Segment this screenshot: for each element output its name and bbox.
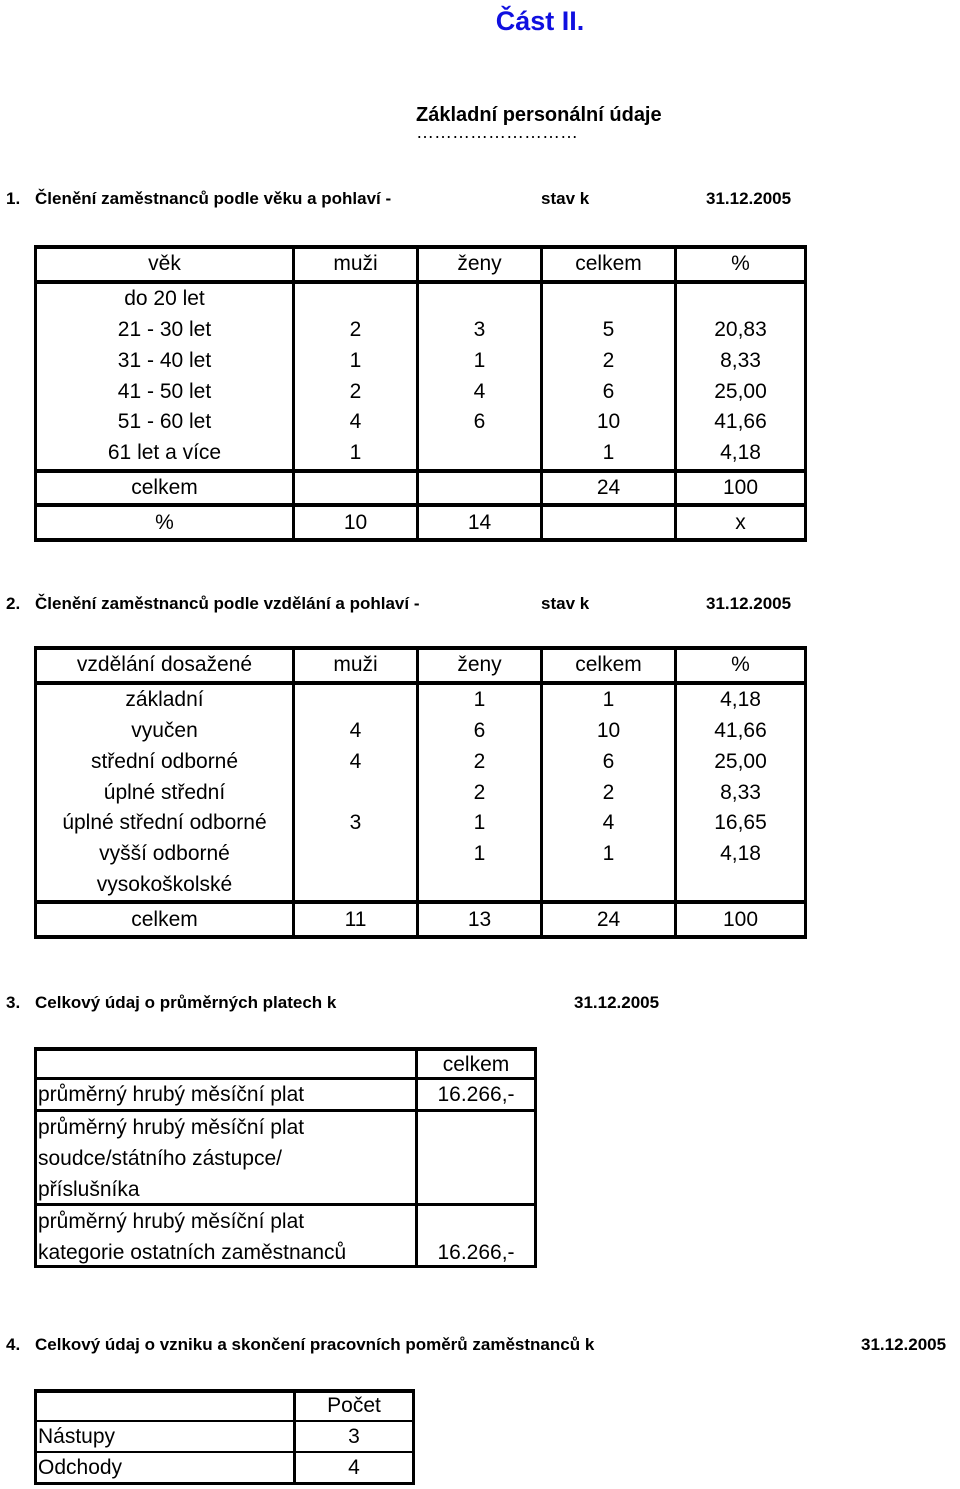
section2-stav-label: stav k xyxy=(541,594,590,613)
education-table-row-col2: 2 xyxy=(418,777,542,808)
education-table-row xyxy=(36,777,806,808)
age-table-row-col1: 4 xyxy=(294,407,418,438)
education-table-row-col4 xyxy=(676,870,806,903)
employment-header-pocet: Počet xyxy=(327,1394,381,1417)
education-table-row-col3: 4 xyxy=(542,808,676,839)
employment-row-nastupy-value: 3 xyxy=(348,1425,360,1448)
age-table-row xyxy=(36,407,806,438)
salary-row2-label-line3: příslušníka xyxy=(38,1178,140,1201)
age-table-header-col0: věk xyxy=(36,247,294,282)
education-table-row-col3: 10 xyxy=(542,716,676,747)
education-table-row-col2 xyxy=(418,870,542,903)
education-table-row-col1 xyxy=(294,777,418,808)
salary-row3-label xyxy=(38,1206,346,1268)
education-table-row-col4: 4,18 xyxy=(676,839,806,870)
age-table-row-col3 xyxy=(542,282,676,315)
education-table-row-col1 xyxy=(294,683,418,716)
age-table-header-col3: celkem xyxy=(542,247,676,282)
age-table-row-col3 xyxy=(542,505,676,540)
education-table-header-col4: % xyxy=(676,648,806,683)
education-table-row-col0: úplné střední xyxy=(36,777,294,808)
age-table-row-col4: 8,33 xyxy=(676,345,806,376)
age-table-row-col2: 3 xyxy=(418,315,542,346)
age-table-row-col1: 1 xyxy=(294,438,418,471)
section4-number: 4. xyxy=(6,1335,21,1354)
age-table-row-col2: 1 xyxy=(418,345,542,376)
age-table-row-col3: 10 xyxy=(542,407,676,438)
education-table-header xyxy=(36,648,806,683)
education-table-row-col4: 4,18 xyxy=(676,683,806,716)
salary-table xyxy=(34,1047,537,1268)
education-table-row-col0: střední odborné xyxy=(36,746,294,777)
age-table-row-col0: 31 - 40 let xyxy=(36,345,294,376)
education-table-row-col0: vyšší odborné xyxy=(36,839,294,870)
salary-row3-label-line2: kategorie ostatních zaměstnanců xyxy=(38,1241,347,1264)
salary-row1-label: průměrný hrubý měsíční plat xyxy=(38,1083,305,1106)
education-table-row xyxy=(36,870,806,903)
section4-date: 31.12.2005 xyxy=(861,1335,947,1354)
education-table-total-col0: celkem xyxy=(36,902,294,937)
age-gender-table xyxy=(34,245,807,542)
age-table-row-col3: 6 xyxy=(542,376,676,407)
age-table-row-col0: do 20 let xyxy=(36,282,294,315)
age-table-row xyxy=(36,505,806,540)
age-table-row-col4: 100 xyxy=(676,471,806,506)
age-table-header-col4: % xyxy=(676,247,806,282)
age-table-row-col2 xyxy=(418,282,542,315)
education-table-row-col2: 1 xyxy=(418,683,542,716)
education-table-row xyxy=(36,683,806,716)
education-table-row-col4: 16,65 xyxy=(676,808,806,839)
age-table-row-col4: x xyxy=(676,505,806,540)
age-table-row xyxy=(36,315,806,346)
education-table-row xyxy=(36,839,806,870)
education-table-row-col3: 6 xyxy=(542,746,676,777)
age-table-header xyxy=(36,247,806,282)
education-table-row-col3 xyxy=(542,870,676,903)
age-table-row xyxy=(36,376,806,407)
section3-title: Celkový údaj o průměrných platech k xyxy=(35,993,337,1012)
education-table-header-col2: ženy xyxy=(418,648,542,683)
education-table-row xyxy=(36,746,806,777)
employment-row-odchody-label: Odchody xyxy=(38,1456,123,1479)
salary-row2-label xyxy=(38,1112,304,1205)
education-table-row-col2: 1 xyxy=(418,839,542,870)
age-table-row-col2: 14 xyxy=(418,505,542,540)
section3-date: 31.12.2005 xyxy=(574,993,660,1012)
education-table-row-col4: 8,33 xyxy=(676,777,806,808)
age-table-row-col0: 61 let a více xyxy=(36,438,294,471)
education-table-row-col0: vyučen xyxy=(36,716,294,747)
education-table-row-col0: úplné střední odborné xyxy=(36,808,294,839)
education-table-row-col2: 1 xyxy=(418,808,542,839)
education-table-header-col1: muži xyxy=(294,648,418,683)
education-table-row-col0: základní xyxy=(36,683,294,716)
age-table-row-col4 xyxy=(676,282,806,315)
salary-row2-label-line1: průměrný hrubý měsíční plat xyxy=(38,1116,305,1139)
section2-title: Členění zaměstnanců podle vzdělání a pohlaví - xyxy=(35,594,420,613)
salary-header-celkem: celkem xyxy=(442,1053,510,1076)
age-table-row-col2 xyxy=(418,438,542,471)
age-table-row xyxy=(36,438,806,471)
age-table-row-col1 xyxy=(294,471,418,506)
education-table-row-col3: 2 xyxy=(542,777,676,808)
age-table-row-col3: 1 xyxy=(542,438,676,471)
education-gender-table xyxy=(34,646,807,939)
section1-title: Členění zaměstnanců podle věku a pohlaví - xyxy=(35,189,392,208)
part-title: Část II. xyxy=(495,6,585,36)
employment-row-odchody-value: 4 xyxy=(348,1456,360,1479)
age-table-row-col3: 2 xyxy=(542,345,676,376)
age-table-row-col1: 2 xyxy=(294,376,418,407)
section1-number: 1. xyxy=(6,189,21,208)
age-table-row-col0: 51 - 60 let xyxy=(36,407,294,438)
section2-number: 2. xyxy=(6,594,21,613)
education-table-row-col1: 4 xyxy=(294,716,418,747)
age-table-row-col1: 2 xyxy=(294,315,418,346)
age-table-row-col1: 10 xyxy=(294,505,418,540)
age-table-row-col3: 24 xyxy=(542,471,676,506)
age-table-row-col2 xyxy=(418,471,542,506)
education-table-row-col3: 1 xyxy=(542,839,676,870)
education-table-row-col1 xyxy=(294,839,418,870)
age-table-row-col4: 20,83 xyxy=(676,315,806,346)
education-table-row-col2: 2 xyxy=(418,746,542,777)
page-subtitle: Základní personální údaje xyxy=(416,104,662,126)
education-table-total-col1: 11 xyxy=(294,902,418,937)
salary-row1-value: 16.266,- xyxy=(437,1083,515,1106)
age-table-row-col0: 21 - 30 let xyxy=(36,315,294,346)
education-table-row-col1: 3 xyxy=(294,808,418,839)
salary-row2-label-line2: soudce/státního zástupce/ xyxy=(38,1147,282,1170)
education-table-header-col3: celkem xyxy=(542,648,676,683)
section3-number: 3. xyxy=(6,993,21,1012)
section3-heading xyxy=(0,993,960,1015)
age-table-header-col1: muži xyxy=(294,247,418,282)
education-table-header-col0: vzdělání dosažené xyxy=(36,648,294,683)
education-table-total xyxy=(36,902,806,937)
age-table-header-col2: ženy xyxy=(418,247,542,282)
education-table-total-col3: 24 xyxy=(542,902,676,937)
employment-table xyxy=(34,1389,415,1485)
salary-row3-value: 16.266,- xyxy=(437,1241,515,1264)
age-table-row-col4: 41,66 xyxy=(676,407,806,438)
education-table-row xyxy=(36,716,806,747)
education-table-row-col1 xyxy=(294,870,418,903)
education-table-row-col4: 41,66 xyxy=(676,716,806,747)
education-table-row-col0: vysokoškolské xyxy=(36,870,294,903)
age-table-row xyxy=(36,471,806,506)
age-table-row-col4: 25,00 xyxy=(676,376,806,407)
age-table-row xyxy=(36,282,806,315)
section1-stav-label: stav k xyxy=(541,189,590,208)
age-table-row-col0: 41 - 50 let xyxy=(36,376,294,407)
age-table-row-col2: 6 xyxy=(418,407,542,438)
section2-heading xyxy=(0,594,960,616)
education-table-row-col3: 1 xyxy=(542,683,676,716)
age-table-row-col0: celkem xyxy=(36,471,294,506)
age-table-row-col0: % xyxy=(36,505,294,540)
education-table-row-col2: 6 xyxy=(418,716,542,747)
section4-title: Celkový údaj o vzniku a skončení pracovních poměrů zaměstnanců k xyxy=(35,1335,595,1354)
education-table-total-col2: 13 xyxy=(418,902,542,937)
salary-row3-label-line1: průměrný hrubý měsíční plat xyxy=(38,1210,305,1233)
section2-date: 31.12.2005 xyxy=(706,594,792,613)
employment-row-nastupy-label: Nástupy xyxy=(38,1425,116,1448)
education-table-total-col4: 100 xyxy=(676,902,806,937)
section1-heading xyxy=(0,189,960,211)
age-table-row xyxy=(36,345,806,376)
age-table-row-col1: 1 xyxy=(294,345,418,376)
age-table-row-col1 xyxy=(294,282,418,315)
education-table-row-col1: 4 xyxy=(294,746,418,777)
education-table-row xyxy=(36,808,806,839)
age-table-row-col3: 5 xyxy=(542,315,676,346)
section4-heading xyxy=(0,1335,960,1357)
subtitle-underline-dots: ……………………… xyxy=(416,122,578,142)
education-table-row-col4: 25,00 xyxy=(676,746,806,777)
age-table-row-col4: 4,18 xyxy=(676,438,806,471)
age-table-row-col2: 4 xyxy=(418,376,542,407)
section1-date: 31.12.2005 xyxy=(706,189,792,208)
